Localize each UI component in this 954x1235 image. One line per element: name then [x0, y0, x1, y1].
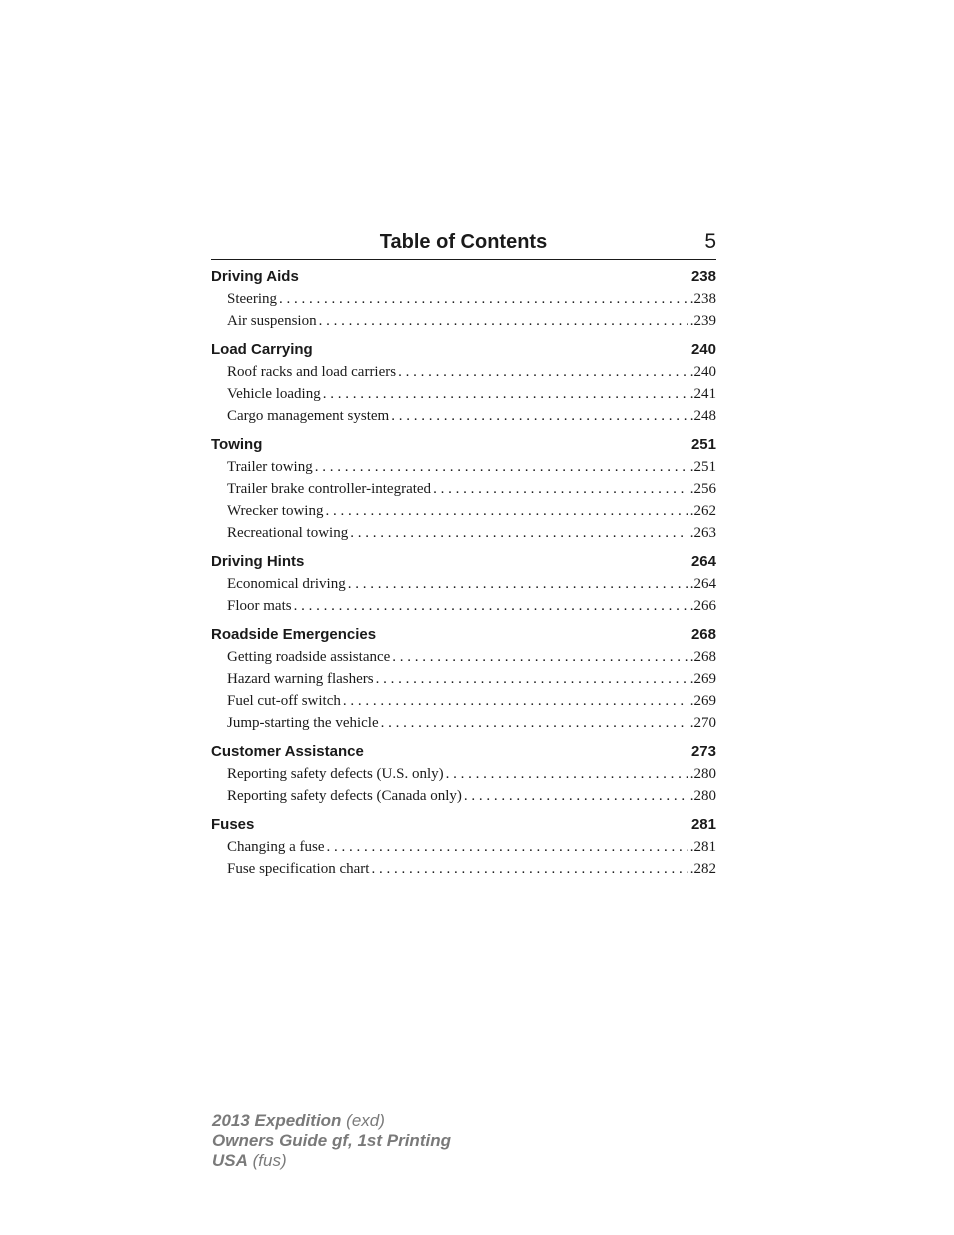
toc-entry-page: .269: [689, 671, 716, 687]
footer-guide: Owners Guide gf, 1st Printing: [212, 1131, 451, 1150]
dot-leader: [343, 690, 688, 712]
toc-entry[interactable]: [211, 288, 716, 310]
footer-market-code: (fus): [252, 1151, 287, 1170]
toc-entry-title: Reporting safety defects (Canada only): [227, 788, 462, 804]
dot-leader: [323, 383, 688, 405]
dot-leader: [398, 361, 688, 383]
dot-leader: [294, 595, 688, 617]
toc-entry[interactable]: [211, 310, 716, 332]
toc-entry[interactable]: [211, 405, 716, 427]
toc-entry-page: .270: [689, 715, 716, 731]
toc-entry-title: Getting roadside assistance: [227, 649, 391, 665]
toc-section-heading[interactable]: [211, 265, 716, 288]
footer-line-2: [212, 1131, 451, 1151]
toc-entry-page: .268: [689, 649, 716, 665]
toc-section-title: Customer Assistance: [211, 743, 364, 760]
toc-entry-page: .240: [689, 364, 716, 380]
dot-leader: [391, 405, 688, 427]
toc-section: [211, 623, 716, 734]
dot-leader: [279, 288, 688, 310]
toc-entry-title: Roof racks and load carriers: [227, 364, 397, 380]
dot-leader: [446, 763, 688, 785]
toc-section-heading[interactable]: [211, 338, 716, 361]
toc-entry-title: Steering: [227, 291, 277, 307]
toc-entry-page: .280: [689, 788, 716, 804]
toc-entry-title: Fuse specification chart: [227, 861, 370, 877]
toc-section: [211, 813, 716, 880]
toc-section-page: 251: [690, 436, 716, 453]
toc-entry-title: Air suspension: [227, 313, 317, 329]
dot-leader: [392, 646, 687, 668]
toc-section: [211, 338, 716, 427]
toc-entry-title: Fuel cut-off switch: [227, 693, 341, 709]
toc-section-title: Towing: [211, 436, 263, 453]
toc-entry[interactable]: [211, 595, 716, 617]
toc-entry-page: .251: [689, 459, 716, 475]
toc-section-page: 264: [690, 553, 716, 570]
toc-entry-page: .248: [689, 408, 716, 424]
toc-entry-title: Floor mats: [227, 598, 292, 614]
toc-entry-title: Reporting safety defects (U.S. only): [227, 766, 444, 782]
dot-leader: [433, 478, 688, 500]
toc-section-heading[interactable]: [211, 740, 716, 763]
toc-entry-page: .262: [689, 503, 716, 519]
toc-entry[interactable]: [211, 858, 716, 880]
toc-entry-page: .266: [689, 598, 716, 614]
toc-entry[interactable]: [211, 668, 716, 690]
document-footer: [212, 1111, 451, 1171]
toc-entry[interactable]: [211, 763, 716, 785]
toc-entry-page: .281: [689, 839, 716, 855]
toc-entry[interactable]: [211, 383, 716, 405]
dot-leader: [319, 310, 688, 332]
dot-leader: [371, 858, 687, 880]
toc-section: [211, 433, 716, 544]
toc-section-title: Load Carrying: [211, 341, 313, 358]
dot-leader: [350, 522, 688, 544]
toc-entry[interactable]: [211, 785, 716, 807]
page-title: Table of Contents: [379, 231, 548, 253]
toc-entry[interactable]: [211, 522, 716, 544]
toc-section-heading[interactable]: [211, 550, 716, 573]
toc-entry[interactable]: [211, 478, 716, 500]
dot-leader: [376, 668, 688, 690]
toc-entry[interactable]: [211, 646, 716, 668]
footer-model: 2013 Expedition: [212, 1111, 342, 1130]
dot-leader: [325, 500, 687, 522]
toc-entry-page: .239: [689, 313, 716, 329]
toc-entry-page: .264: [689, 576, 716, 592]
toc-entry[interactable]: [211, 712, 716, 734]
toc-section-heading[interactable]: [211, 623, 716, 646]
footer-line-3: [212, 1151, 451, 1171]
dot-leader: [464, 785, 688, 807]
dot-leader: [381, 712, 688, 734]
toc-entry-title: Cargo management system: [227, 408, 390, 424]
toc-section: [211, 740, 716, 807]
toc-entry-page: .280: [689, 766, 716, 782]
toc-section-title: Driving Hints: [211, 553, 305, 570]
toc-entry-title: Trailer towing: [227, 459, 313, 475]
footer-model-code: (exd): [346, 1111, 385, 1130]
footer-line-1: [212, 1111, 451, 1131]
table-of-contents: [211, 265, 716, 886]
footer-market: USA: [212, 1151, 248, 1170]
toc-entry[interactable]: [211, 456, 716, 478]
toc-entry[interactable]: [211, 836, 716, 858]
toc-section-page: 240: [690, 341, 716, 358]
toc-entry-title: Economical driving: [227, 576, 346, 592]
toc-section-title: Driving Aids: [211, 268, 299, 285]
dot-leader: [326, 836, 687, 858]
toc-entry-title: Vehicle loading: [227, 386, 321, 402]
toc-entry-page: .241: [689, 386, 716, 402]
toc-section-heading[interactable]: [211, 433, 716, 456]
toc-section-page: 273: [690, 743, 716, 760]
toc-entry-page: .263: [689, 525, 716, 541]
toc-section-page: 281: [690, 816, 716, 833]
dot-leader: [315, 456, 688, 478]
toc-entry-page: .238: [689, 291, 716, 307]
toc-section: [211, 550, 716, 617]
toc-section-title: Roadside Emergencies: [211, 626, 377, 643]
toc-entry-title: Changing a fuse: [227, 839, 325, 855]
toc-entry-page: .256: [689, 481, 716, 497]
toc-entry-title: Recreational towing: [227, 525, 349, 541]
toc-entry-page: .269: [689, 693, 716, 709]
toc-section-heading[interactable]: [211, 813, 716, 836]
toc-section: [211, 265, 716, 332]
page-header: [211, 229, 716, 260]
page-number: 5: [704, 230, 716, 253]
toc-entry-title: Jump-starting the vehicle: [227, 715, 379, 731]
toc-entry-title: Wrecker towing: [227, 503, 324, 519]
toc-section-page: 268: [690, 626, 716, 643]
dot-leader: [348, 573, 688, 595]
toc-entry[interactable]: [211, 500, 716, 522]
toc-entry-page: .282: [689, 861, 716, 877]
toc-section-page: 238: [690, 268, 716, 285]
toc-entry-title: Trailer brake controller-integrated: [227, 481, 432, 497]
toc-section-title: Fuses: [211, 816, 255, 833]
toc-entry[interactable]: [211, 573, 716, 595]
toc-entry-title: Hazard warning flashers: [227, 671, 374, 687]
toc-entry[interactable]: [211, 361, 716, 383]
toc-entry[interactable]: [211, 690, 716, 712]
